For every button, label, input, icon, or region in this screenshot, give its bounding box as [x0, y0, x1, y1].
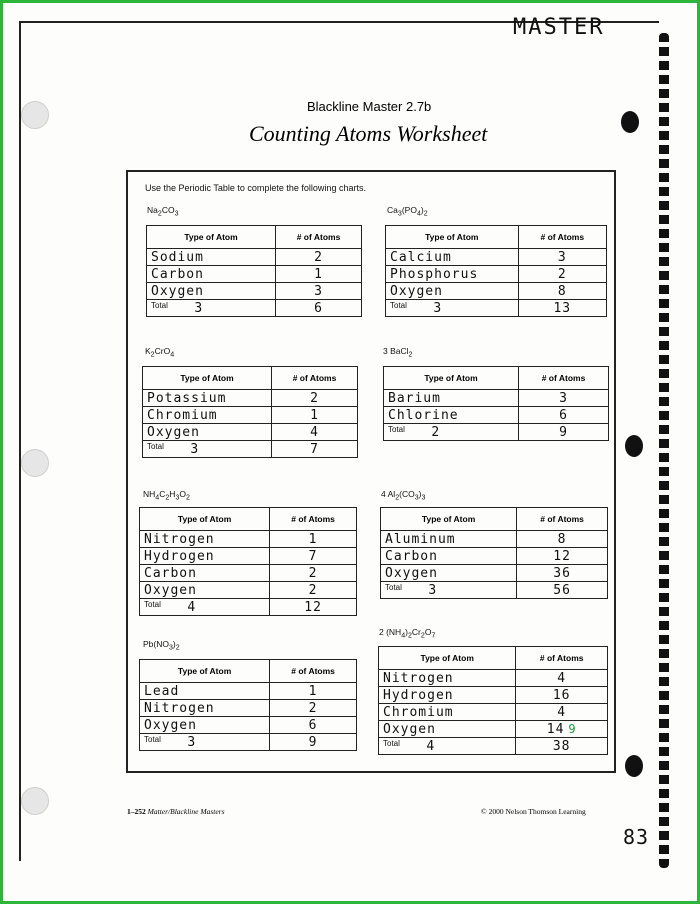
atom-type-cell: Hydrogen	[379, 687, 516, 704]
total-atoms-cell: 6	[276, 300, 362, 317]
total-row	[140, 734, 357, 751]
col-type-of-atom: Type of Atom	[140, 508, 270, 531]
table-row	[140, 531, 357, 548]
total-label: Total	[151, 300, 168, 310]
atom-count-cell: 12	[517, 548, 608, 565]
total-row	[384, 424, 609, 441]
col-type-of-atom: Type of Atom	[386, 226, 519, 249]
table-row	[143, 390, 358, 407]
total-types-cell: $^{Total}$ 3	[381, 582, 517, 599]
formula-label: $Pb(NO_3)_2$	[143, 639, 180, 652]
header-row	[386, 226, 607, 249]
col-type-of-atom: Type of Atom	[143, 367, 272, 390]
atom-type-cell: Barium	[384, 390, 519, 407]
atom-type-cell: Nitrogen	[379, 670, 516, 687]
series-title: Blackline Master 2.7b	[307, 99, 432, 114]
col-type-of-atom: Type of Atom	[379, 647, 516, 670]
table-row	[386, 249, 607, 266]
green-correction: 9	[568, 721, 577, 736]
atom-count-cell: 4	[516, 670, 608, 687]
atom-count-table	[139, 507, 357, 616]
atom-count-cell: 4	[272, 424, 358, 441]
table-row	[147, 283, 362, 300]
page-number: 83	[623, 825, 650, 849]
header-row	[381, 508, 608, 531]
atom-type-cell: Carbon	[140, 565, 270, 582]
col-type-of-atom: Type of Atom	[147, 226, 276, 249]
total-label: Total	[147, 441, 164, 451]
total-row	[379, 738, 608, 755]
atom-count-table	[146, 225, 362, 317]
page-title: Counting Atoms Worksheet	[249, 121, 488, 146]
total-row	[386, 300, 607, 317]
formula-label: $K_2CrO_4$	[145, 346, 175, 359]
total-label: Total	[144, 599, 161, 609]
formula-label: 4 $Al_2(CO_3)_3$	[381, 489, 426, 502]
atom-type-cell: Oxygen	[386, 283, 519, 300]
col-num-atoms: # of Atoms	[276, 226, 362, 249]
total-types-cell: $^{Total}$ 3	[147, 300, 276, 317]
atom-type-cell: Carbon	[147, 266, 276, 283]
punch-hole	[21, 787, 49, 815]
formula-label: $Na_2CO_3$	[147, 205, 179, 218]
atom-count-cell: 3	[276, 283, 362, 300]
atom-count-cell: 2	[270, 582, 357, 599]
table-row	[386, 266, 607, 283]
total-atoms-cell: 7	[272, 441, 358, 458]
header-row	[140, 508, 357, 531]
atom-count-table	[142, 366, 358, 458]
punch-hole	[21, 449, 49, 477]
atom-type-cell: Phosphorus	[386, 266, 519, 283]
total-label: Total	[390, 300, 407, 310]
total-types-cell: $^{Total}$ 3	[386, 300, 519, 317]
total-row	[147, 300, 362, 317]
total-types-cell: $^{Total}$ 3	[140, 734, 270, 751]
atom-type-cell: Oxygen	[379, 721, 516, 738]
atom-count-cell: 8	[517, 531, 608, 548]
table-row	[379, 721, 608, 738]
col-num-atoms: # of Atoms	[518, 226, 606, 249]
atom-count-table	[378, 646, 608, 755]
table-row	[147, 249, 362, 266]
atom-count-cell: 2	[276, 249, 362, 266]
total-atoms-cell: 56	[517, 582, 608, 599]
atom-type-cell: Oxygen	[147, 283, 276, 300]
total-label: Total	[388, 424, 405, 434]
atom-count-cell: 1	[276, 266, 362, 283]
total-types-cell: $^{Total}$ 4	[379, 738, 516, 755]
atom-type-cell: Carbon	[381, 548, 517, 565]
total-types-cell: $^{Total}$ 3	[143, 441, 272, 458]
atom-count-cell: 2	[518, 266, 606, 283]
left-border	[19, 21, 21, 861]
atom-count-cell: 1	[270, 683, 357, 700]
table-row	[384, 407, 609, 424]
atom-count-cell: 1	[270, 531, 357, 548]
table-row	[379, 670, 608, 687]
table-row	[379, 687, 608, 704]
col-num-atoms: # of Atoms	[270, 508, 357, 531]
table-row	[140, 548, 357, 565]
header-row	[147, 226, 362, 249]
formula-label: $Ca_3(PO_4)_2$	[387, 205, 428, 218]
total-row	[381, 582, 608, 599]
table-row	[381, 565, 608, 582]
atom-type-cell: Chromium	[379, 704, 516, 721]
atom-type-cell: Chlorine	[384, 407, 519, 424]
spiral-binding	[659, 33, 669, 868]
col-num-atoms: # of Atoms	[517, 508, 608, 531]
table-row	[143, 424, 358, 441]
binding-hole	[621, 111, 639, 133]
total-atoms-cell: 9	[519, 424, 609, 441]
table-row	[147, 266, 362, 283]
atom-count-cell: 4	[516, 704, 608, 721]
atom-count-cell: 14 9	[516, 721, 608, 738]
atom-count-cell: 7	[270, 548, 357, 565]
col-type-of-atom: Type of Atom	[384, 367, 519, 390]
atom-count-cell: 36	[517, 565, 608, 582]
atom-type-cell: Chromium	[143, 407, 272, 424]
col-num-atoms: # of Atoms	[270, 660, 357, 683]
atom-type-cell: Oxygen	[381, 565, 517, 582]
col-type-of-atom: Type of Atom	[381, 508, 517, 531]
table-row	[143, 407, 358, 424]
atom-type-cell: Lead	[140, 683, 270, 700]
atom-type-cell: Sodium	[147, 249, 276, 266]
col-num-atoms: # of Atoms	[272, 367, 358, 390]
total-atoms-cell: 12	[270, 599, 357, 616]
master-stamp: MASTER	[513, 15, 605, 40]
atom-count-cell: 1	[272, 407, 358, 424]
total-row	[143, 441, 358, 458]
atom-type-cell: Potassium	[143, 390, 272, 407]
atom-type-cell: Oxygen	[143, 424, 272, 441]
atom-count-table	[385, 225, 607, 317]
table-row	[386, 283, 607, 300]
atom-type-cell: Oxygen	[140, 582, 270, 599]
atom-count-cell: 6	[270, 717, 357, 734]
footer-right: © 2000 Nelson Thomson Learning	[481, 807, 586, 816]
atom-type-cell: Oxygen	[140, 717, 270, 734]
table-row	[384, 390, 609, 407]
total-types-cell: $^{Total}$ 4	[140, 599, 270, 616]
footer-code: 1–252	[127, 807, 146, 816]
table-row	[140, 700, 357, 717]
formula-label: 2 $(NH_4)_2Cr_2O_7$	[379, 627, 436, 640]
total-row	[140, 599, 357, 616]
total-label: Total	[385, 582, 402, 592]
binding-hole	[625, 755, 643, 777]
binding-hole	[625, 435, 643, 457]
col-num-atoms: # of Atoms	[516, 647, 608, 670]
total-label: Total	[144, 734, 161, 744]
header-row	[379, 647, 608, 670]
total-types-cell: $^{Total}$ 2	[384, 424, 519, 441]
header-row	[384, 367, 609, 390]
table-row	[140, 717, 357, 734]
table-row	[140, 683, 357, 700]
atom-type-cell: Hydrogen	[140, 548, 270, 565]
table-row	[140, 565, 357, 582]
atom-count-cell: 2	[272, 390, 358, 407]
table-row	[381, 531, 608, 548]
atom-count-table	[383, 366, 609, 441]
total-atoms-cell: 38	[516, 738, 608, 755]
total-atoms-cell: 13	[518, 300, 606, 317]
footer-left	[127, 807, 224, 816]
atom-count-cell: 2	[270, 565, 357, 582]
atom-type-cell: Aluminum	[381, 531, 517, 548]
table-row	[140, 582, 357, 599]
table-row	[379, 704, 608, 721]
atom-count-cell: 3	[518, 249, 606, 266]
header-row	[143, 367, 358, 390]
footer-book: Matter/Blackline Masters	[147, 807, 225, 816]
atom-count-cell: 6	[519, 407, 609, 424]
worksheet-page	[3, 3, 697, 901]
atom-type-cell: Nitrogen	[140, 700, 270, 717]
header-row	[140, 660, 357, 683]
atom-count-cell: 16	[516, 687, 608, 704]
col-num-atoms: # of Atoms	[519, 367, 609, 390]
atom-count-cell: 2	[270, 700, 357, 717]
atom-count-cell: 3	[519, 390, 609, 407]
total-atoms-cell: 9	[270, 734, 357, 751]
atom-type-cell: Nitrogen	[140, 531, 270, 548]
atom-count-table	[380, 507, 608, 599]
atom-type-cell: Calcium	[386, 249, 519, 266]
formula-label: 3 BaCl$_2$	[383, 346, 413, 359]
atom-count-cell: 8	[518, 283, 606, 300]
punch-hole	[21, 101, 49, 129]
atom-count-table	[139, 659, 357, 751]
col-type-of-atom: Type of Atom	[140, 660, 270, 683]
table-row	[381, 548, 608, 565]
instructions: Use the Periodic Table to complete the following charts.	[145, 183, 366, 193]
total-label: Total	[383, 738, 400, 748]
formula-label: $NH_4C_2H_3O_2$	[143, 489, 190, 502]
